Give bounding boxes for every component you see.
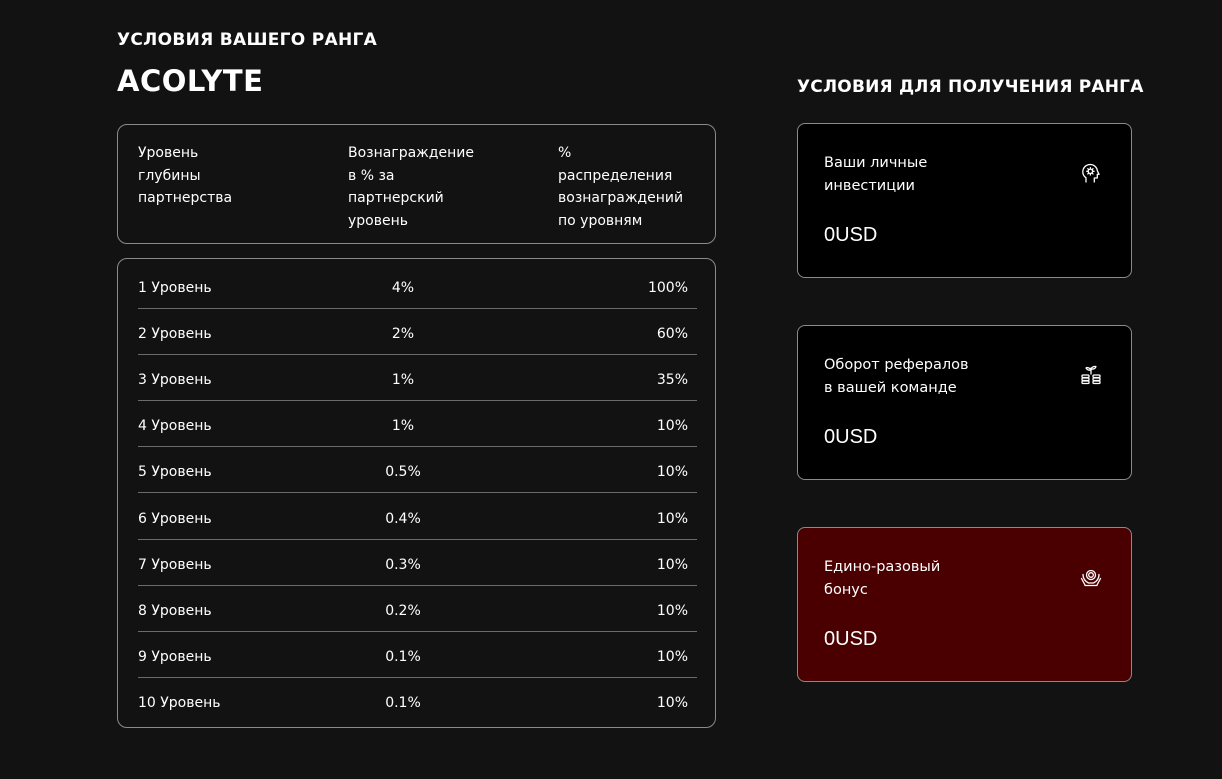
reward-percent: 1%: [391, 372, 415, 388]
table-row: [138, 494, 697, 540]
reward-percent: 4%: [391, 280, 415, 296]
level-label: 7 Уровень: [138, 557, 212, 573]
hand-coin-icon: [1079, 565, 1103, 589]
rank-requirements-title: УСЛОВИЯ ДЛЯ ПОЛУЧЕНИЯ РАНГА: [797, 77, 1144, 97]
level-label: 6 Уровень: [138, 511, 212, 527]
distribution-percent: 10%: [656, 511, 688, 527]
money-plant-icon: [1079, 363, 1103, 387]
reward-percent: 0.5%: [385, 464, 421, 480]
table-header: [117, 124, 716, 244]
referral-turnover-card: [797, 325, 1132, 480]
column-header-reward: Вознаграждение в % за партнерский уровень: [348, 145, 474, 229]
level-label: 5 Уровень: [138, 464, 212, 480]
card-value: 0USD: [824, 628, 878, 650]
level-label: 1 Уровень: [138, 280, 212, 296]
column-header-depth: Уровень глубины партнерства: [138, 145, 233, 206]
card-label: Едино-разовый бонус: [824, 559, 941, 598]
levels-table: [117, 258, 716, 728]
reward-percent: 1%: [391, 418, 415, 434]
reward-percent: 0.4%: [385, 511, 421, 527]
level-label: 10 Уровень: [138, 695, 221, 711]
card-value: 0USD: [824, 426, 878, 448]
table-row: [138, 586, 697, 632]
table-row: [138, 632, 697, 678]
level-label: 2 Уровень: [138, 326, 212, 342]
table-row: [138, 309, 697, 355]
personal-investments-card: [797, 123, 1132, 278]
table-row: [138, 401, 697, 447]
section-title: УСЛОВИЯ ВАШЕГО РАНГА: [117, 30, 378, 50]
distribution-percent: 100%: [647, 280, 688, 296]
reward-percent: 0.2%: [385, 603, 421, 619]
column-header-distribution: % распределения вознаграждений по уровням: [558, 145, 684, 229]
reward-percent: 0.1%: [385, 695, 421, 711]
reward-percent: 0.1%: [385, 649, 421, 665]
table-row: [138, 678, 697, 724]
table-row: [138, 263, 697, 309]
level-label: 3 Уровень: [138, 372, 212, 388]
reward-percent: 2%: [391, 326, 415, 342]
table-row: [138, 355, 697, 401]
reward-percent: 0.3%: [385, 557, 421, 573]
distribution-percent: 10%: [656, 557, 688, 573]
head-gear-icon: [1079, 161, 1103, 185]
distribution-percent: 10%: [656, 464, 688, 480]
distribution-percent: 60%: [656, 326, 688, 342]
rank-name: ACOLYTE: [117, 64, 264, 98]
distribution-percent: 10%: [656, 603, 688, 619]
level-label: 9 Уровень: [138, 649, 212, 665]
card-value: 0USD: [824, 224, 878, 246]
table-row: [138, 540, 697, 586]
level-label: 4 Уровень: [138, 418, 212, 434]
card-label: Ваши личные инвестиции: [824, 155, 928, 194]
distribution-percent: 10%: [656, 418, 688, 434]
one-time-bonus-card: [797, 527, 1132, 682]
level-label: 8 Уровень: [138, 603, 212, 619]
card-label: Оборот рефералов в вашей команде: [824, 357, 969, 396]
distribution-percent: 35%: [656, 372, 688, 388]
distribution-percent: 10%: [656, 649, 688, 665]
distribution-percent: 10%: [656, 695, 688, 711]
table-row: [138, 447, 697, 493]
